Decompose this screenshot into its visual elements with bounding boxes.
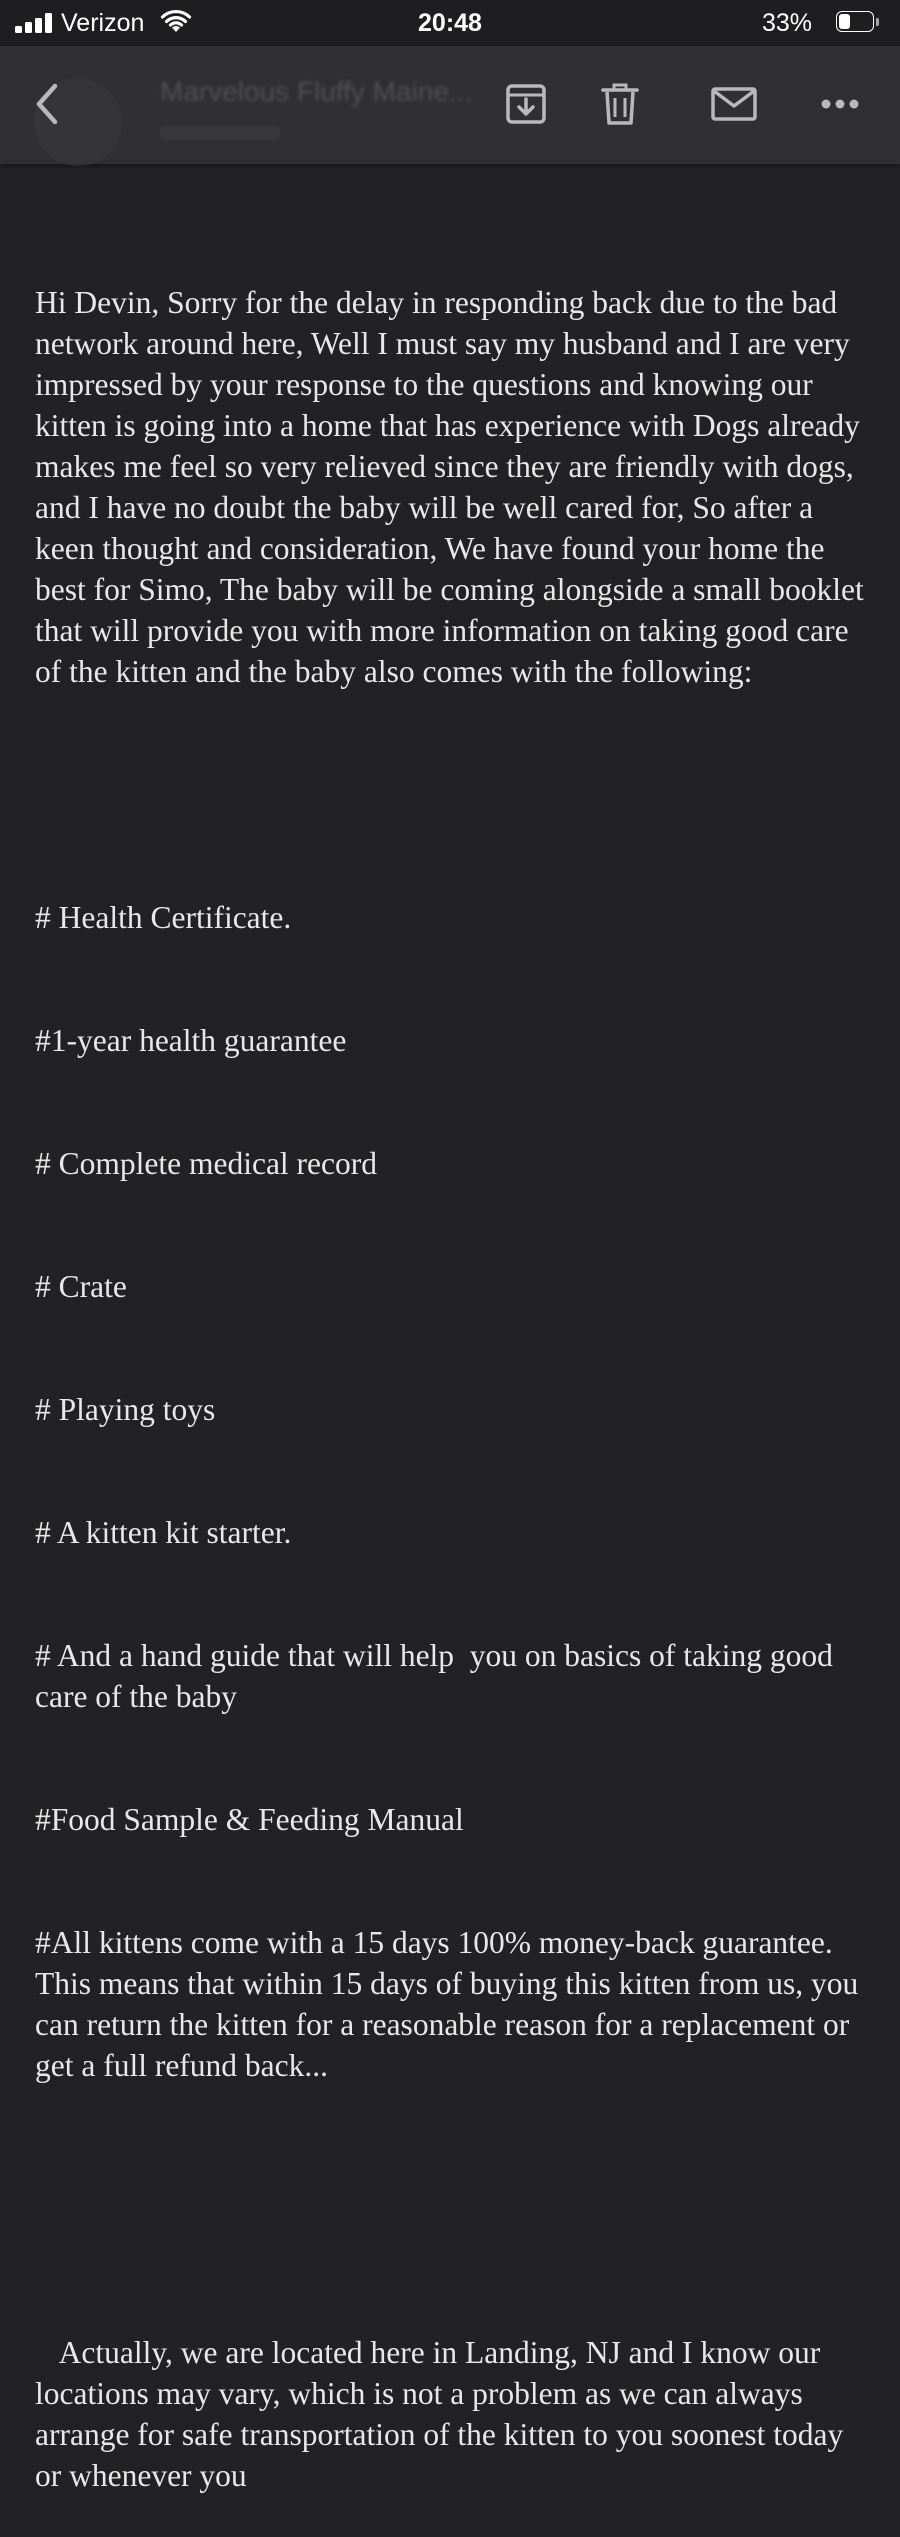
delete-button[interactable] [592, 76, 648, 132]
mark-unread-button[interactable] [706, 76, 762, 132]
list-item: #All kittens come with a 15 days 100% money-back guarantee. This means that within 15 days of buying this kitten from us, you can return the kitten for a reasonable reason for a replacement or get a full refund back... [35, 1925, 867, 2083]
clock: 20:48 [418, 9, 482, 37]
list-item: # Crate [35, 1269, 127, 1304]
list-item: # Playing toys [35, 1392, 216, 1427]
list-item: # Health Certificate. [35, 900, 292, 935]
email-body [35, 200, 875, 2537]
back-icon [28, 80, 68, 128]
archive-icon [504, 82, 548, 126]
more-button[interactable] [812, 76, 868, 132]
sender-name: Marvelous Fluffy Maine... [160, 76, 473, 107]
list-item: #1-year health guarantee [35, 1023, 347, 1058]
battery-percent: 33% [761, 9, 812, 37]
sender-meta [160, 126, 280, 140]
mail-icon [710, 86, 758, 122]
list-item: # And a hand guide that will help you on basics of taking good care of the baby [35, 1638, 841, 1714]
list-item: # Complete medical record [35, 1146, 377, 1181]
email-paragraph: Hi Devin, Sorry for the delay in responding back due to the bad network around here, Well I must say my husband and I are very impressed by your response to the questions and knowing our kitten is going into a home that has experience with Dogs already makes me feel so very relieved since they are friendly with dogs, and I have no doubt the baby will be well cared for, So after a keen thought and consideration, We have found your home the best for Simo, The baby will be coming alongside a small booklet that will provide you with more information on taking good care of the kitten and the baby also comes with the following: [35, 285, 872, 689]
email-paragraph: Actually, we are located here in Landing, NJ and I know our locations may vary, which is not a problem as we can always arrange for safe transportation of the kitten to you soonest today or whenever you [35, 2335, 852, 2493]
archive-button[interactable] [498, 76, 554, 132]
status-bar [0, 0, 900, 46]
list-item: #Food Sample & Feeding Manual [35, 1802, 464, 1837]
more-icon [820, 98, 860, 110]
list-item: # A kitten kit starter. [35, 1515, 292, 1550]
trash-icon [600, 82, 640, 126]
back-button[interactable] [20, 76, 76, 132]
carrier-label: Verizon [61, 9, 145, 37]
battery-icon [836, 11, 880, 34]
email-toolbar [0, 46, 900, 164]
